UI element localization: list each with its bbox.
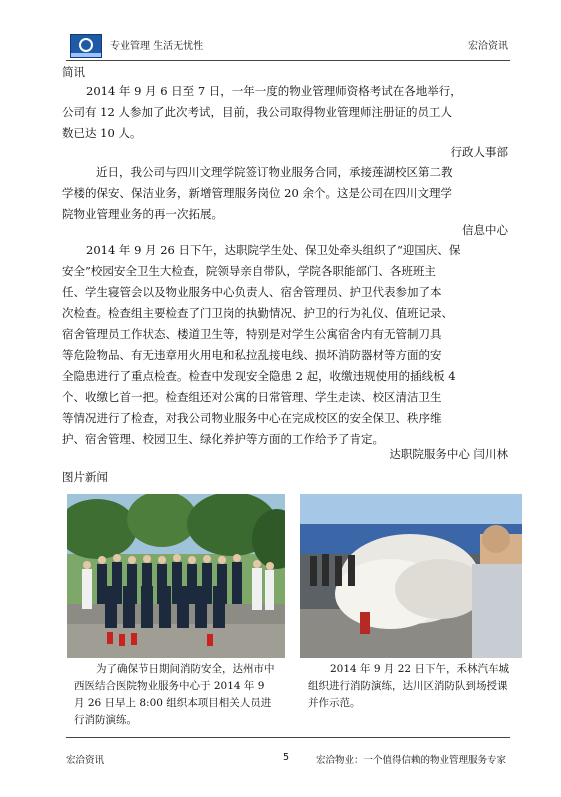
fire-drill-photo-icon xyxy=(300,494,522,658)
news-line: 数已达 10 人。 xyxy=(62,126,142,140)
news-line: 全隐患进行了重点检查。检查中发现安全隐患 2 起，收缴违规使用的插线板 4 xyxy=(62,369,456,383)
news-line: 等危险物品、有无违章用火用电和私拉乱接电线、损坏消防器材等方面的安 xyxy=(62,348,442,362)
section-title-brief: 简讯 xyxy=(62,65,85,79)
news-signature: 行政人事部 xyxy=(450,145,508,159)
news-line: 等情况进行了检查，对我公司物业服务中心在完成校区的安全保卫、秩序维 xyxy=(62,411,442,425)
footer-publication-name: 宏洽资讯 xyxy=(66,755,105,766)
page-number: 5 xyxy=(283,752,290,763)
company-logo xyxy=(70,34,102,58)
header-divider xyxy=(66,60,510,61)
news-line: 宿舍管理员工作状态、楼道卫生等，特别是对学生公寓宿舍内有无管制刀具 xyxy=(62,327,442,341)
logo-text-strip xyxy=(71,53,101,57)
news-line: 次检查。检查组主要检查了门卫岗的执勤情况、护卫的行为礼仪、值班记录、 xyxy=(62,306,453,320)
news-item-contract xyxy=(62,162,508,225)
header-publication-name: 宏洽资讯 xyxy=(468,41,508,52)
photo-security-team xyxy=(67,494,285,658)
news-line: 公司有 12 人参加了此次考试，目前，我公司取得物业管理师注册证的员工人 xyxy=(62,105,452,119)
news-item-inspection xyxy=(62,240,508,450)
news-line: 护、宿舍管理、校园卫生、绿化养护等方面的工作给予了肯定。 xyxy=(62,432,384,446)
footer-slogan: 宏洽物业：一个值得信赖的物业管理服务专家 xyxy=(316,755,507,766)
news-line: 近日，我公司与四川文理学院签订物业服务合同，承接莲湖校区第二教 xyxy=(96,165,453,179)
photo-caption: 2014 年 9 月 22 日下午，禾林汽车城组织进行消防演练，达川区消防队到场授课并作示范。 xyxy=(308,663,509,709)
logo-ring-icon xyxy=(79,38,93,52)
header-slogan: 专业管理 生活无忧性 xyxy=(110,41,204,52)
news-item-exam xyxy=(62,81,508,144)
news-signature: 信息中心 xyxy=(462,223,508,237)
news-signature: 达职院服务中心 闫川林 xyxy=(389,447,508,461)
news-line: 2014 年 9 月 26 日下午，达职院学生处、保卫处牵头组织了“迎国庆、保 xyxy=(86,243,461,257)
group-photo-icon xyxy=(67,494,285,658)
news-line: 院物业管理业务的再一次拓展。 xyxy=(62,207,223,221)
footer-divider xyxy=(66,737,510,738)
photo-caption: 为了确保节日期间消防安全，达州市中西医结合医院物业服务中心于 2014 年 9 月 26 日早上 8:00 组织本项目相关人员进行消防演练。 xyxy=(74,663,275,726)
photo-fire-drill xyxy=(300,494,522,658)
news-line: 2014 年 9 月 6 日至 7 日，一年一度的物业管理师资格考试在各地举行， xyxy=(86,84,462,98)
news-line: 学楼的保安、保洁业务，新增管理服务岗位 20 余个。这是公司在四川文理学 xyxy=(62,186,452,200)
news-line: 任、学生寝管会以及物业服务中心负责人、宿舍管理员、护卫代表参加了本 xyxy=(62,285,442,299)
news-line: 个、收缴匕首一把。检查组还对公寓的日常管理、学生走读、校区清洁卫生 xyxy=(62,390,442,404)
news-line: 安全”校园安全卫生大检查，院领导亲自带队，学院各职能部门、各班班主 xyxy=(62,264,436,278)
section-title-photo: 图片新闻 xyxy=(62,470,108,484)
